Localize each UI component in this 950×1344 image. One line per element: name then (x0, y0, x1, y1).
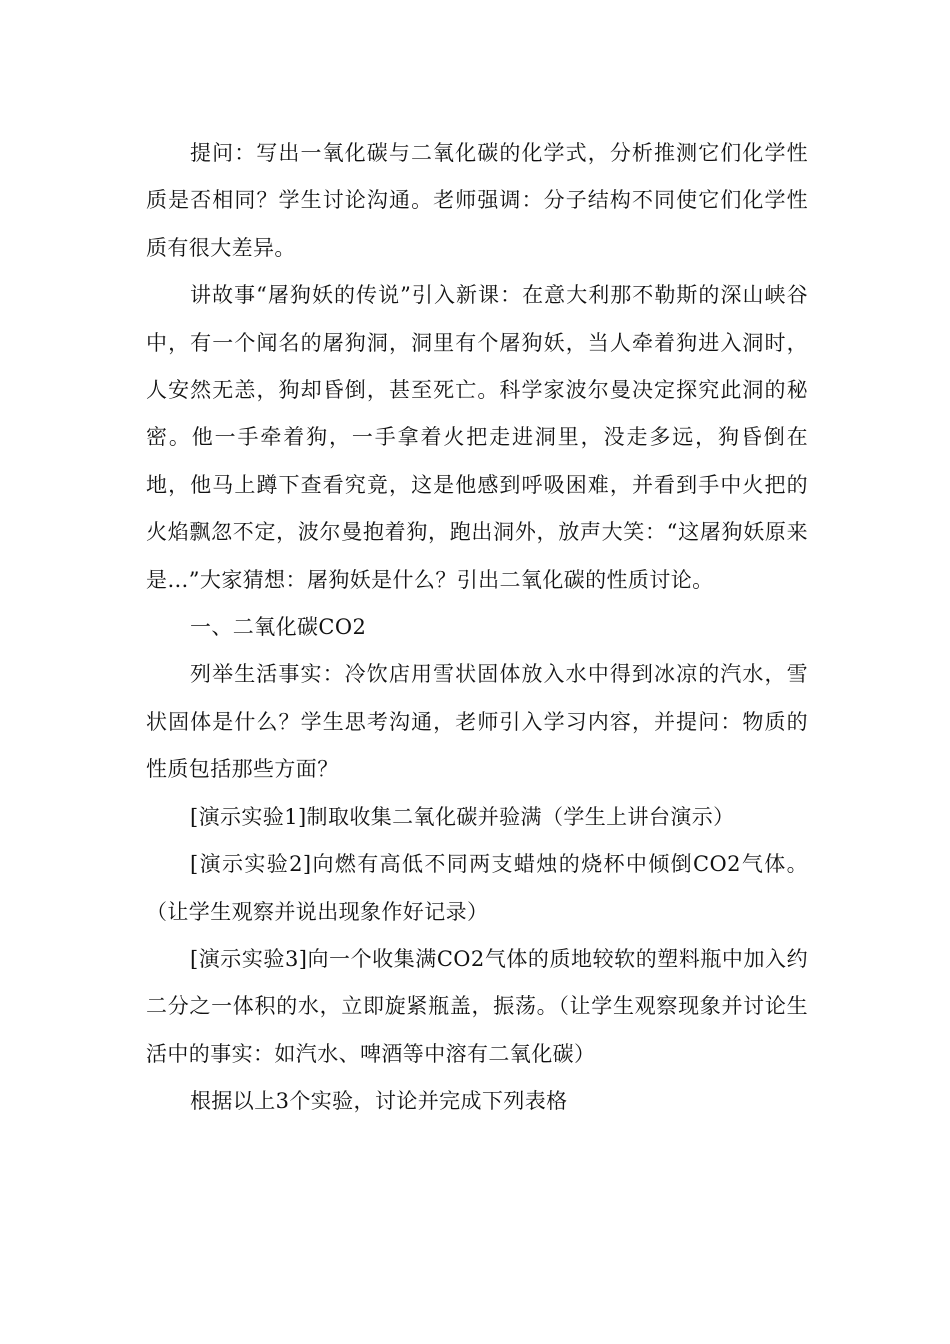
paragraph-story: 讲故事“屠狗妖的传说”引入新课：在意大利那不勒斯的深山峡谷中，有一个闻名的屠狗洞，洞里有个屠狗妖，当人牵着狗进入洞时，人安然无恙，狗却昏倒，甚至死亡。科学家波尔曼决定探究此洞的秘密。他一手牵着狗，一手拿着火把走进洞里，没走多远，狗昏倒在地，他马上蹲下查看究竟，这是他感到呼吸困难，并看到手中火把的火焰飘忽不定，波尔曼抱着狗，跑出洞外，放声大笑：“这屠狗妖原来是…”大家猜想：屠狗妖是什么？引出二氧化碳的性质讨论。 (146, 283, 808, 592)
paragraph-experiment-2: [演示实验2]向燃有高低不同两支蜡烛的烧杯中倾倒CO2气体。（让学生观察并说出现象作好记录） (146, 852, 808, 924)
document-body (146, 130, 808, 1126)
section-heading-co2: 一、二氧化碳CO2 (190, 615, 367, 640)
paragraph-question: 提问：写出一氧化碳与二氧化碳的化学式，分析推测它们化学性质是否相同？学生讨论沟通。老师强调：分子结构不同使它们化学性质有很大差异。 (146, 141, 808, 260)
paragraph-life-facts: 列举生活事实：冷饮店用雪状固体放入水中得到冰凉的汽水，雪状固体是什么？学生思考沟通，老师引入学习内容，并提问：物质的性质包括那些方面？ (146, 662, 808, 782)
paragraph-table-intro: 根据以上3个实验，讨论并完成下列表格 (190, 1089, 568, 1114)
paragraph-experiment-1: [演示实验1]制取收集二氧化碳并验满（学生上讲台演示） (190, 804, 735, 829)
paragraph-experiment-3: [演示实验3]向一个收集满CO2气体的质地较软的塑料瓶中加入约二分之一体积的水，立即旋紧瓶盖，振荡。（让学生观察现象并讨论生活中的事实：如汽水、啤酒等中溶有二氧化碳） (146, 946, 808, 1066)
